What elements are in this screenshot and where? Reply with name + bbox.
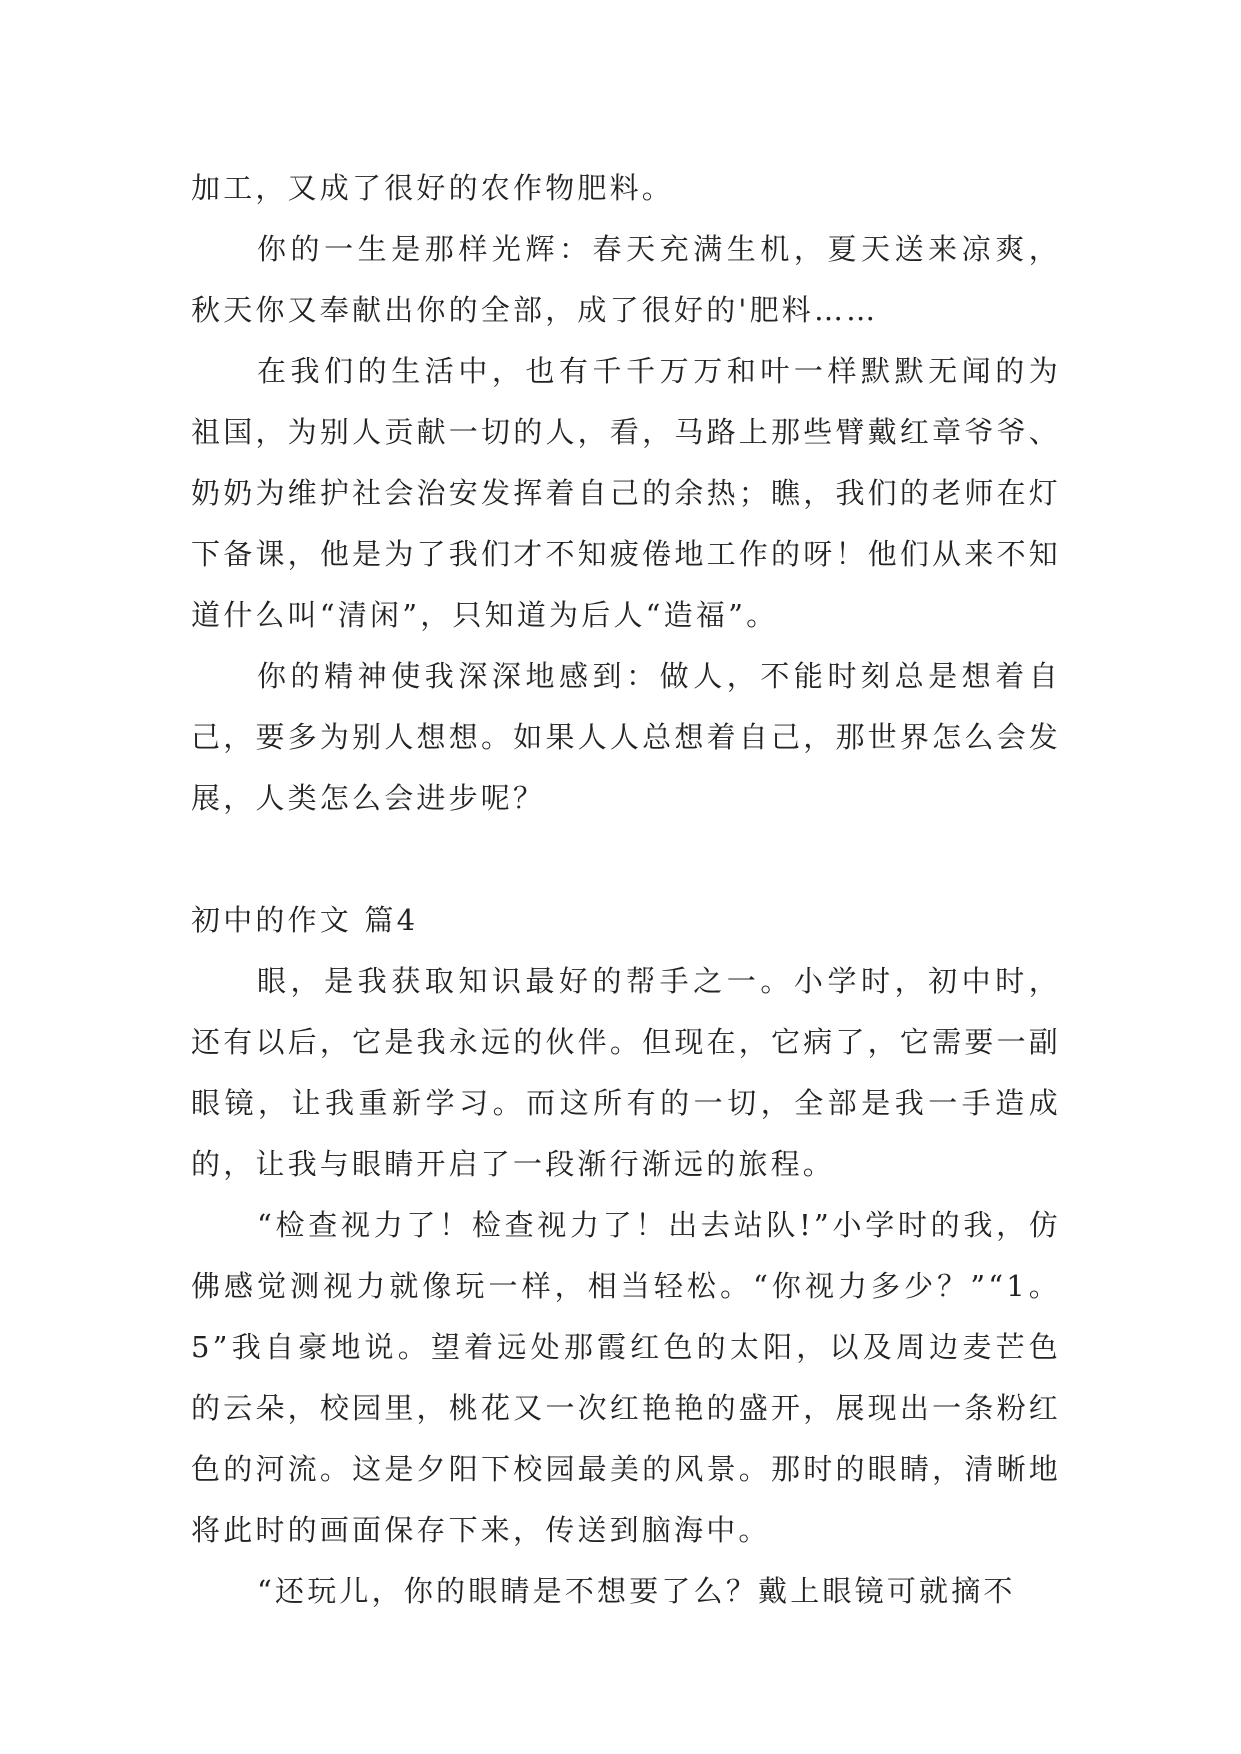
document-body xyxy=(191,158,1061,1622)
paragraph: 你的一生是那样光辉：春天充满生机，夏天送来凉爽，秋天你又奉献出你的全部，成了很好的'肥料…… xyxy=(191,232,1061,327)
section-heading: 初中的作文 篇4 xyxy=(191,903,419,937)
paragraph: “还玩儿，你的眼睛是不想要了么？戴上眼镜可就摘不 xyxy=(257,1574,1016,1608)
paragraph: 加工，又成了很好的农作物肥料。 xyxy=(191,171,675,205)
paragraph: 在我们的生活中，也有千千万万和叶一样默默无闻的为祖国，为别人贡献一切的人，看，马路上那些臂戴红章爷爷、奶奶为维护社会治安发挥着自己的余热；瞧，我们的老师在灯下备课，他是为了我们才不知疲倦地工作的呀！他们从来不知道什么叫“清闲”，只知道为后人“造福”。 xyxy=(191,354,1061,632)
paragraph: 眼，是我获取知识最好的帮手之一。小学时，初中时，还有以后，它是我永远的伙伴。但现在，它病了，它需要一副眼镜，让我重新学习。而这所有的一切，全部是我一手造成的，让我与眼睛开启了一段渐行渐远的旅程。 xyxy=(191,964,1061,1181)
paragraph: 你的精神使我深深地感到：做人，不能时刻总是想着自己，要多为别人想想。如果人人总想着自己，那世界怎么会发展，人类怎么会进步呢？ xyxy=(191,659,1061,815)
paragraph: “检查视力了！检查视力了！出去站队!”小学时的我，仿佛感觉测视力就像玩一样，相当轻松。“你视力多少？”“1。5”我自豪地说。望着远处那霞红色的太阳，以及周边麦芒色的云朵，校园里，桃花又一次红艳艳的盛开，展现出一条粉红色的河流。这是夕阳下校园最美的风景。那时的眼睛，清晰地将此时的画面保存下来，传送到脑海中。 xyxy=(191,1208,1061,1547)
